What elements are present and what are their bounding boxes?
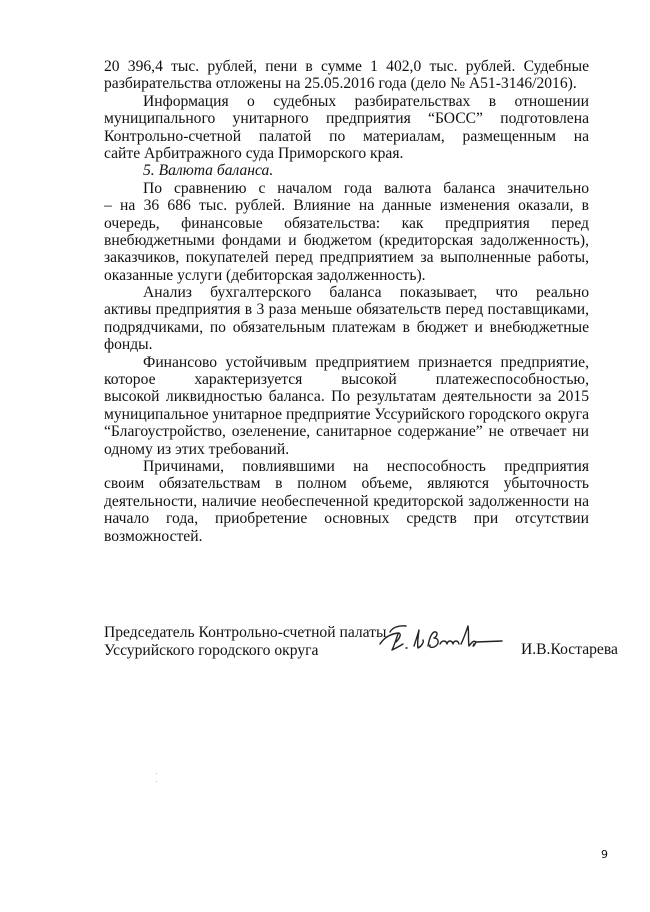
paragraph-balance-change bbox=[104, 180, 589, 284]
paragraph-court-proceedings bbox=[104, 58, 589, 93]
scan-speck bbox=[156, 773, 157, 774]
text-line: внебюджетными фондами и бюджетом (кредиторская задолженность), bbox=[104, 231, 589, 249]
page-number: 9 bbox=[601, 848, 608, 861]
paragraph-balance-analysis bbox=[104, 284, 589, 354]
text-line: По сравнению с началом года валюта баланса значительно bbox=[143, 179, 589, 197]
text-line: возможностей. bbox=[104, 527, 203, 545]
handwritten-signature bbox=[376, 620, 506, 656]
text-line: очередь, финансовые обязательства: как предприятия перед bbox=[104, 214, 589, 232]
text-line: оказанные услуги (дебиторская задолженность). bbox=[104, 266, 426, 284]
text-line: заказчиков, покупателей перед предприятием за выполненные работы, bbox=[104, 249, 589, 267]
text-line: Анализ бухгалтерского баланса показывает, что реально bbox=[143, 284, 589, 302]
paragraph-financial-stability bbox=[104, 354, 589, 458]
text-line: фонды. bbox=[104, 336, 153, 354]
text-line: разбирательства отложены на 25.05.2016 года (дело № А51-3146/2016). bbox=[104, 75, 577, 93]
text-line: – на 36 686 тыс. рублей. Влияние на данные изменения оказали, в bbox=[104, 197, 589, 215]
text-line: высокой ликвидностью баланса. По результатам деятельности за 2015 bbox=[104, 388, 589, 406]
paragraph-reasons bbox=[104, 458, 589, 545]
text-line: сайте Арбитражного суда Приморского края. bbox=[104, 144, 404, 162]
text-line: муниципального унитарного предприятия “БОСС” подготовлена bbox=[104, 110, 589, 128]
signer-position-line-2: Уссурийского городского округа bbox=[104, 642, 319, 659]
signature-block bbox=[104, 624, 618, 660]
text-line: муниципальное унитарное предприятие Уссурийского городского округа bbox=[104, 405, 589, 423]
paragraph-court-info bbox=[104, 93, 589, 163]
text-line: 20 396,4 тыс. рублей, пени в сумме 1 402,0 тыс. рублей. Судебные bbox=[104, 58, 589, 75]
signer-position-line-1: Председатель Контрольно-счетной палаты bbox=[104, 624, 387, 641]
text-line: подрядчиками, по обязательным платежам в бюджет и внебюджетные bbox=[104, 318, 589, 336]
text-line: Контрольно-счетной палатой по материалам, размещенным на bbox=[104, 127, 589, 145]
text-line: которое характеризуется высокой платежеспособностью, bbox=[104, 371, 589, 389]
text-line: Финансово устойчивым предприятием признается предприятие, bbox=[143, 353, 589, 371]
signer-name: И.В.Костарева bbox=[521, 641, 618, 658]
text-line: активы предприятия в 3 раза меньше обязательств перед поставщиками, bbox=[104, 301, 589, 319]
text-line: своим обязательствам в полном объеме, являются убыточность bbox=[104, 475, 589, 493]
text-line: “Благоустройство, озеленение, санитарное содержание” не отвечает ни bbox=[104, 423, 589, 441]
heading-balance-currency: 5. Валюта баланса. bbox=[143, 162, 274, 180]
text-line: деятельности, наличие необеспеченной кредиторской задолженности на bbox=[104, 492, 589, 510]
section-heading bbox=[104, 162, 589, 179]
scan-speck bbox=[156, 781, 157, 782]
text-line: начало года, приобретение основных средств при отсутствии bbox=[104, 510, 589, 528]
document-body bbox=[104, 58, 589, 545]
text-line: Причинами, повлиявшими на неспособность предприятия bbox=[143, 457, 589, 475]
text-line: Информация о судебных разбирательствах в отношении bbox=[143, 92, 589, 110]
text-line: одному из этих требований. bbox=[104, 440, 290, 458]
